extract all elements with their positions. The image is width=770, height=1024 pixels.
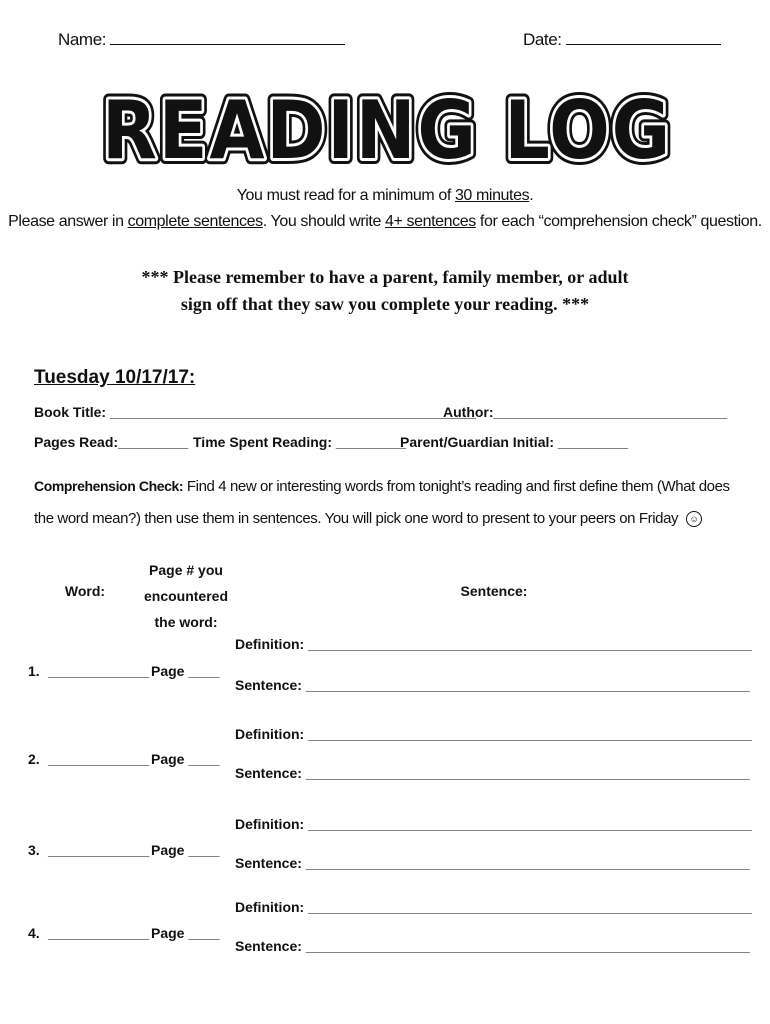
date-field[interactable] xyxy=(523,30,721,50)
title-fill: READING LOG xyxy=(102,84,672,170)
row-number: 1. xyxy=(28,663,40,679)
intro-emphasis: 30 minutes xyxy=(454,187,530,204)
intro-emphasis: complete sentences xyxy=(127,213,263,230)
row-number: 4. xyxy=(28,925,40,941)
column-sentence-header: Sentence: xyxy=(460,583,528,599)
word-blank[interactable]: _____________ xyxy=(48,663,150,679)
page-blank[interactable]: Page ____ xyxy=(151,925,220,941)
definition-line[interactable]: Definition: _________________________________________________________ xyxy=(235,636,752,652)
reminder-line-2: sign off that they saw you complete your reading. *** xyxy=(180,294,590,314)
intro-text: Please answer in xyxy=(8,213,128,230)
intro-text: . xyxy=(529,187,534,204)
word-blank[interactable]: _____________ xyxy=(48,925,150,941)
sentence-line[interactable]: Sentence: _________________________________________________________ xyxy=(235,677,750,693)
intro-line-2 xyxy=(0,213,770,231)
definition-line[interactable]: Definition: _________________________________________________________ xyxy=(235,816,752,832)
page-title xyxy=(98,74,676,170)
date-line[interactable] xyxy=(566,32,721,45)
name-line[interactable] xyxy=(110,32,345,45)
parent-initial-field[interactable]: Parent/Guardian Initial: _________ xyxy=(400,434,628,450)
name-label: Name: xyxy=(58,30,107,49)
day-heading: Tuesday 10/17/17: xyxy=(34,367,196,388)
page-blank[interactable]: Page ____ xyxy=(151,663,220,679)
intro-text: You must read for a minimum of xyxy=(236,187,455,204)
definition-line[interactable]: Definition: _________________________________________________________ xyxy=(235,726,752,742)
page-blank[interactable]: Page ____ xyxy=(151,842,220,858)
page-blank[interactable]: Page ____ xyxy=(151,751,220,767)
intro-line-1 xyxy=(0,187,770,205)
title-shadow: READING LOG xyxy=(102,84,672,170)
reminder-line-1: *** Please remember to have a parent, family member, or adult xyxy=(141,267,629,287)
comprehension-text: Find 4 new or interesting words from tonight’s reading and first define them (What does the word mean?) then use them in sentences. You will pick one word to present to your peers on Friday xyxy=(34,478,730,527)
author-field[interactable]: Author:______________________________ xyxy=(443,404,728,420)
reading-log-title-graphic xyxy=(98,74,676,170)
row-number: 2. xyxy=(28,751,40,767)
word-blank[interactable]: _____________ xyxy=(48,842,150,858)
name-field[interactable] xyxy=(58,30,345,50)
intro-emphasis: 4+ sentences xyxy=(385,213,476,230)
column-page-header: Page # you encountered the word: xyxy=(143,562,228,630)
comprehension-label: Comprehension Check: xyxy=(34,478,184,494)
title-inner-outline: READING LOG xyxy=(102,84,672,170)
smiley-icon: ☺ xyxy=(686,511,702,527)
row-number: 3. xyxy=(28,842,40,858)
book-title-field[interactable]: Book Title: _______________________________________________ xyxy=(34,404,476,420)
definition-line[interactable]: Definition: _________________________________________________________ xyxy=(235,899,752,915)
sentence-line[interactable]: Sentence: _________________________________________________________ xyxy=(235,765,750,781)
word-blank[interactable]: _____________ xyxy=(48,751,150,767)
pages-read-field[interactable]: Pages Read:_________ xyxy=(34,434,189,450)
intro-text: . You should write xyxy=(262,213,386,230)
sentence-line[interactable]: Sentence: _________________________________________________________ xyxy=(235,938,750,954)
intro-text: for each “comprehension check” question. xyxy=(475,213,762,230)
sentence-line[interactable]: Sentence: _________________________________________________________ xyxy=(235,855,750,871)
comprehension-check xyxy=(34,470,734,535)
time-spent-field[interactable]: Time Spent Reading: _________ xyxy=(193,434,406,450)
column-word-header: Word: xyxy=(64,583,106,599)
date-label: Date: xyxy=(523,30,562,49)
